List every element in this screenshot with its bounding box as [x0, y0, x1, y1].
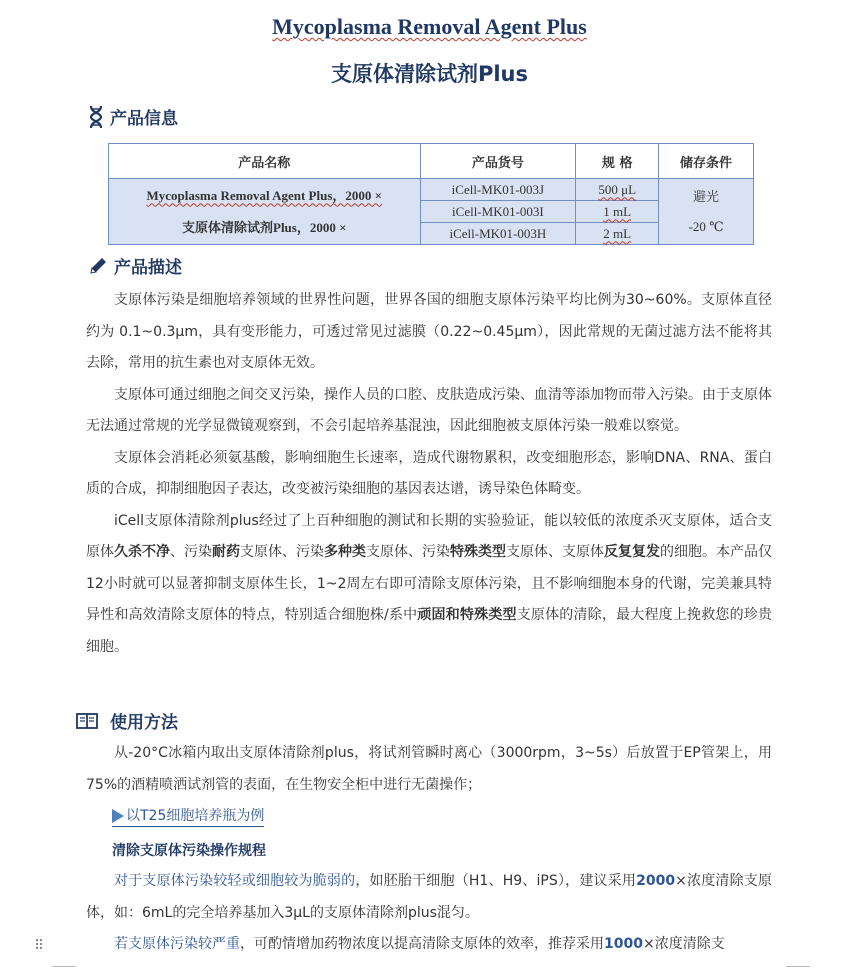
section-usage [76, 708, 178, 733]
size-cell: 2 mL [576, 223, 659, 245]
description-body [86, 285, 772, 663]
catalog-number: iCell-MK01-003H [420, 223, 576, 245]
page-edge-marker [786, 966, 810, 967]
triangle-right-icon [112, 809, 124, 823]
title-en: Mycoplasma Removal Agent Plus [272, 14, 587, 39]
section-title: 产品信息 [110, 109, 178, 129]
procedure-subhead: 清除支原体污染操作规程 [112, 843, 266, 859]
procedure-paragraph: 对于支原体污染较轻或细胞较为脆弱的，如胚胎干细胞（H1、H9、iPS），建议采用2000×浓度清除支原体，如：6mL的完全培养基加入3μL的支原体清除剂plus混匀。 [86, 873, 773, 921]
title-cn: 支原体清除试剂Plus [330, 62, 529, 86]
table-row [109, 179, 754, 201]
product-name-en: Mycoplasma Removal Agent Plus，2000 × [146, 187, 383, 203]
book-icon [76, 712, 98, 730]
example-link-label: 以T25细胞培养瓶为例 [126, 808, 265, 824]
section-title: 使用方法 [110, 713, 178, 733]
description-paragraph: 支原体可通过细胞之间交叉污染，操作人员的口腔、皮肤造成污染、血清等添加物而带入污染。由于支原体无法通过常规的光学显微镜观察到，不会引起培养基混浊，因此细胞被支原体污染一般难以察觉。 [86, 386, 772, 434]
section-title: 产品描述 [114, 258, 182, 278]
procedure-paragraph: 若支原体污染较严重，可酌情增加药物浓度以提高清除支原体的效率，推荐采用1000×浓度清除支 [114, 936, 725, 952]
drag-handle-icon[interactable]: ⠿ [34, 938, 43, 954]
table-header-row [109, 144, 754, 179]
description-paragraph: 支原体会消耗必须氨基酸，影响细胞生长速率，造成代谢物累积，改变细胞形态，影响DNA、RNA、蛋白质的合成，抑制细胞因子表达，改变被污染细胞的基因表达谱，诱导染色体畸变。 [86, 449, 772, 497]
description-paragraph: 支原体污染是细胞培养领域的世界性问题，世界各国的细胞支原体污染平均比例为30~60%。支原体直径约为 0.1~0.3μm，具有变形能力，可透过常见过滤膜（0.22~0.45μm），因此常规的无菌过滤方法不能将其去除，常用的抗生素也对支原体无效。 [86, 292, 772, 371]
table-header: 规 格 [576, 144, 659, 179]
storage-temp: -20 ℃ [688, 218, 724, 234]
table-header: 产品名称 [109, 144, 421, 179]
product-name-cell [109, 179, 421, 245]
page-edge-marker [52, 966, 76, 967]
example-link[interactable] [112, 806, 264, 827]
procedure-body [86, 866, 772, 961]
storage-cell [659, 179, 754, 245]
section-product-description [88, 253, 182, 278]
table-header: 储存条件 [659, 144, 754, 179]
dna-icon [88, 105, 104, 129]
size-cell: 1 mL [576, 201, 659, 223]
catalog-number: iCell-MK01-003I [420, 201, 576, 223]
catalog-number: iCell-MK01-003J [420, 179, 576, 201]
pencil-icon [88, 256, 108, 276]
description-paragraph: iCell支原体清除剂plus经过了上百种细胞的测试和长期的实验验证，能以较低的浓度杀灭支原体，适合支原体久杀不净、污染耐药支原体、污染多种类支原体、污染特殊类型支原体、支原体反复复发的细胞。本产品仅12小时就可以显著抑制支原体生长，1~2周左右即可清除支原体污染，且不影响细胞本身的代谢，完美兼具特异性和高效清除支原体的特点，特别适合细胞株/系中顽固和特殊类型支原体的清除，最大程度上挽救您的珍贵细胞。 [86, 512, 773, 655]
table-header: 产品货号 [420, 144, 576, 179]
section-product-info [88, 104, 178, 129]
usage-intro [86, 738, 772, 801]
usage-paragraph: 从-20°C冰箱内取出支原体清除剂plus，将试剂管瞬时离心（3000rpm，3~5s）后放置于EP管架上，用75%的酒精喷洒试剂管的表面，在生物安全柜中进行无菌操作； [86, 745, 772, 793]
product-info-table [108, 143, 754, 245]
storage-light: 避光 [693, 188, 720, 204]
product-name-cn: 支原体清除试剂Plus，2000 × [182, 219, 347, 235]
size-cell: 500 μL [576, 179, 659, 201]
